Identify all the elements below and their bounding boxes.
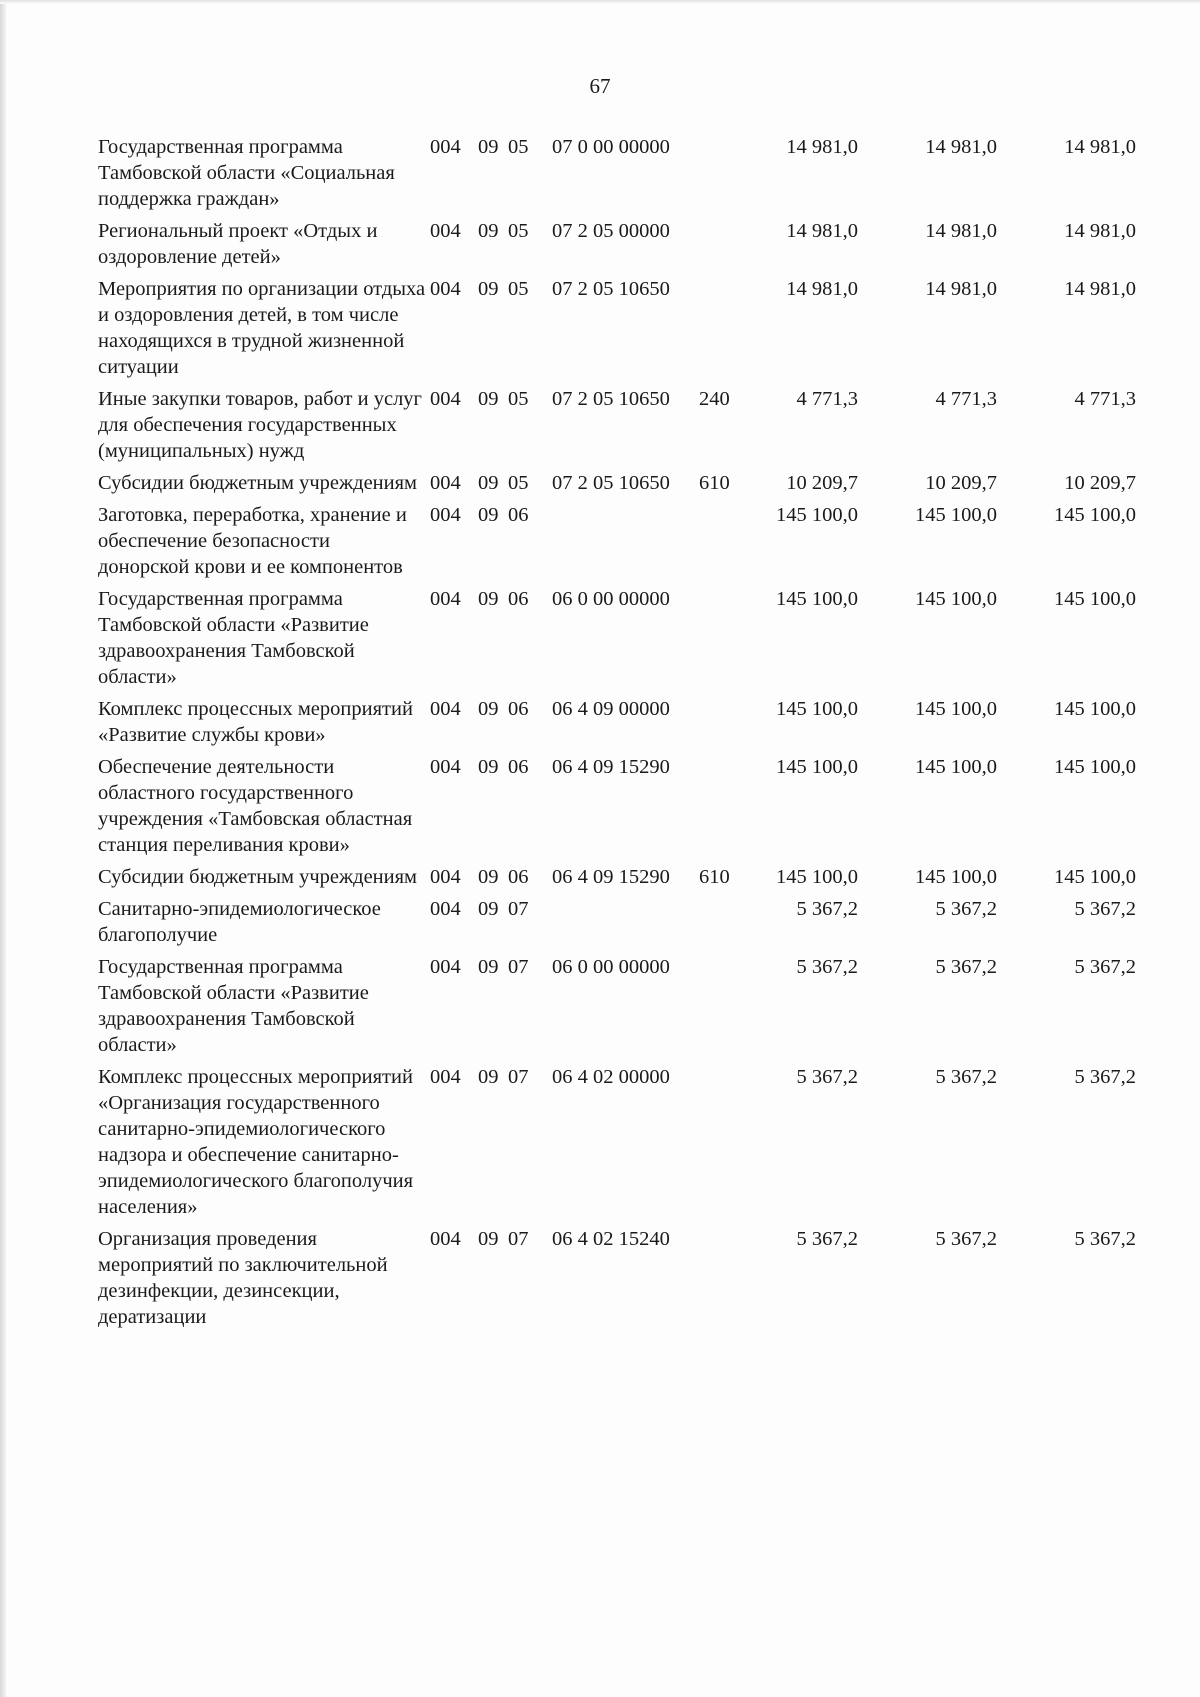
row-amount-year-1: 145 100,0 [776, 698, 858, 720]
row-department-code: 004 [430, 1228, 461, 1250]
row-target-article: 06 4 02 15240 [552, 1228, 670, 1250]
row-subsection: 06 [508, 504, 529, 526]
row-amount-year-1: 145 100,0 [776, 504, 858, 526]
row-expense-type: 610 [699, 472, 730, 494]
table-row [98, 134, 1168, 212]
row-amount-year-1: 4 771,3 [796, 388, 858, 410]
row-amount-year-1: 10 209,7 [786, 472, 858, 494]
row-amount-year-2: 14 981,0 [925, 278, 997, 300]
row-department-code: 004 [430, 756, 461, 778]
row-target-article: 07 0 00 00000 [552, 136, 670, 158]
row-amount-year-1: 145 100,0 [776, 756, 858, 778]
row-section: 09 [478, 866, 499, 888]
row-expense-type: 240 [699, 388, 730, 410]
table-row [98, 218, 1168, 270]
row-name: Организация проведения мероприятий по заключительной дезинфекции, дезинсекции, дератизации [98, 1228, 388, 1328]
scan-top-shadow [0, 0, 1200, 4]
row-amount-year-3: 145 100,0 [1054, 698, 1136, 720]
row-amount-year-3: 4 771,3 [1074, 388, 1136, 410]
row-subsection: 07 [508, 1066, 529, 1088]
row-target-article: 06 0 00 00000 [552, 956, 670, 978]
row-amount-year-3: 14 981,0 [1064, 220, 1136, 242]
row-amount-year-2: 4 771,3 [935, 388, 997, 410]
row-name: Государственная программа Тамбовской области «Развитие здравоохранения Тамбовской области» [98, 588, 369, 688]
row-amount-year-2: 145 100,0 [915, 504, 997, 526]
row-subsection: 07 [508, 1228, 529, 1250]
table-row [98, 954, 1168, 1058]
table-row [98, 586, 1168, 690]
row-amount-year-1: 5 367,2 [796, 898, 858, 920]
row-department-code: 004 [430, 956, 461, 978]
row-amount-year-1: 5 367,2 [796, 956, 858, 978]
row-department-code: 004 [430, 220, 461, 242]
row-name: Иные закупки товаров, работ и услуг для обеспечения государственных (муниципальных) нужд [98, 388, 422, 462]
row-section: 09 [478, 220, 499, 242]
row-amount-year-1: 14 981,0 [786, 278, 858, 300]
row-subsection: 06 [508, 866, 529, 888]
row-subsection: 05 [508, 388, 529, 410]
row-amount-year-3: 145 100,0 [1054, 756, 1136, 778]
row-name: Государственная программа Тамбовской области «Социальная поддержка граждан» [98, 136, 395, 210]
row-target-article: 07 2 05 00000 [552, 220, 670, 242]
row-amount-year-3: 5 367,2 [1074, 898, 1136, 920]
row-amount-year-1: 5 367,2 [796, 1228, 858, 1250]
row-name: Мероприятия по организации отдыха и оздоровления детей, в том числе находящихся в трудной жизненной ситуации [98, 278, 426, 378]
row-subsection: 05 [508, 472, 529, 494]
row-amount-year-3: 5 367,2 [1074, 956, 1136, 978]
row-amount-year-2: 145 100,0 [915, 698, 997, 720]
row-department-code: 004 [430, 504, 461, 526]
row-target-article: 06 4 09 15290 [552, 756, 670, 778]
row-department-code: 004 [430, 898, 461, 920]
row-amount-year-3: 14 981,0 [1064, 136, 1136, 158]
table-row [98, 864, 1168, 890]
row-amount-year-3: 5 367,2 [1074, 1228, 1136, 1250]
row-amount-year-2: 14 981,0 [925, 220, 997, 242]
row-department-code: 004 [430, 388, 461, 410]
row-amount-year-3: 14 981,0 [1064, 278, 1136, 300]
row-subsection: 05 [508, 278, 529, 300]
row-target-article: 06 4 09 15290 [552, 866, 670, 888]
row-amount-year-1: 14 981,0 [786, 220, 858, 242]
row-subsection: 06 [508, 756, 529, 778]
row-section: 09 [478, 388, 499, 410]
row-section: 09 [478, 588, 499, 610]
row-amount-year-3: 145 100,0 [1054, 504, 1136, 526]
row-section: 09 [478, 504, 499, 526]
row-amount-year-2: 10 209,7 [925, 472, 997, 494]
row-amount-year-3: 145 100,0 [1054, 866, 1136, 888]
row-subsection: 06 [508, 698, 529, 720]
row-section: 09 [478, 698, 499, 720]
table-row [98, 754, 1168, 858]
budget-table [98, 134, 1168, 1336]
row-section: 09 [478, 756, 499, 778]
row-amount-year-2: 145 100,0 [915, 588, 997, 610]
row-subsection: 05 [508, 220, 529, 242]
table-row [98, 696, 1168, 748]
row-amount-year-1: 5 367,2 [796, 1066, 858, 1088]
row-target-article: 07 2 05 10650 [552, 278, 670, 300]
table-row [98, 896, 1168, 948]
row-target-article: 06 4 02 00000 [552, 1066, 670, 1088]
table-row [98, 386, 1168, 464]
row-name: Обеспечение деятельности областного государственного учреждения «Тамбовская областная станция переливания крови» [98, 756, 413, 856]
row-name: Заготовка, переработка, хранение и обеспечение безопасности донорской крови и ее компонентов [98, 504, 407, 578]
page-number: 67 [589, 74, 611, 98]
row-amount-year-2: 145 100,0 [915, 756, 997, 778]
row-amount-year-3: 145 100,0 [1054, 588, 1136, 610]
row-section: 09 [478, 136, 499, 158]
scan-edge-shadow [0, 0, 6, 1697]
row-amount-year-1: 145 100,0 [776, 866, 858, 888]
row-amount-year-1: 14 981,0 [786, 136, 858, 158]
row-section: 09 [478, 278, 499, 300]
row-section: 09 [478, 1228, 499, 1250]
table-row [98, 1226, 1168, 1330]
row-department-code: 004 [430, 866, 461, 888]
row-amount-year-2: 5 367,2 [935, 956, 997, 978]
row-amount-year-2: 5 367,2 [935, 1228, 997, 1250]
row-amount-year-2: 5 367,2 [935, 1066, 997, 1088]
row-subsection: 06 [508, 588, 529, 610]
row-name: Комплекс процессных мероприятий «Организация государственного санитарно-эпидемиологического надзора и обеспечение санитарно-эпидемиологического благополучия населения» [98, 1066, 414, 1218]
row-name: Государственная программа Тамбовской области «Развитие здравоохранения Тамбовской области» [98, 956, 369, 1056]
row-name: Субсидии бюджетным учреждениям [98, 866, 418, 888]
row-subsection: 07 [508, 956, 529, 978]
row-department-code: 004 [430, 472, 461, 494]
row-subsection: 05 [508, 136, 529, 158]
row-section: 09 [478, 898, 499, 920]
row-department-code: 004 [430, 1066, 461, 1088]
row-name: Санитарно-эпидемиологическое благополучие [98, 898, 381, 946]
row-target-article: 07 2 05 10650 [552, 472, 670, 494]
row-name: Комплекс процессных мероприятий «Развитие службы крови» [98, 698, 413, 746]
row-department-code: 004 [430, 698, 461, 720]
row-department-code: 004 [430, 278, 461, 300]
row-expense-type: 610 [699, 866, 730, 888]
row-amount-year-3: 5 367,2 [1074, 1066, 1136, 1088]
row-target-article: 07 2 05 10650 [552, 388, 670, 410]
row-section: 09 [478, 1066, 499, 1088]
table-row [98, 470, 1168, 496]
table-row [98, 1064, 1168, 1220]
row-section: 09 [478, 472, 499, 494]
row-name: Региональный проект «Отдых и оздоровление детей» [98, 220, 378, 268]
row-amount-year-1: 145 100,0 [776, 588, 858, 610]
table-row [98, 502, 1168, 580]
row-subsection: 07 [508, 898, 529, 920]
row-target-article: 06 4 09 00000 [552, 698, 670, 720]
row-name: Субсидии бюджетным учреждениям [98, 472, 418, 494]
row-department-code: 004 [430, 136, 461, 158]
row-amount-year-2: 5 367,2 [935, 898, 997, 920]
row-department-code: 004 [430, 588, 461, 610]
row-target-article: 06 0 00 00000 [552, 588, 670, 610]
row-amount-year-2: 145 100,0 [915, 866, 997, 888]
table-row [98, 276, 1168, 380]
row-section: 09 [478, 956, 499, 978]
row-amount-year-3: 10 209,7 [1064, 472, 1136, 494]
row-amount-year-2: 14 981,0 [925, 136, 997, 158]
